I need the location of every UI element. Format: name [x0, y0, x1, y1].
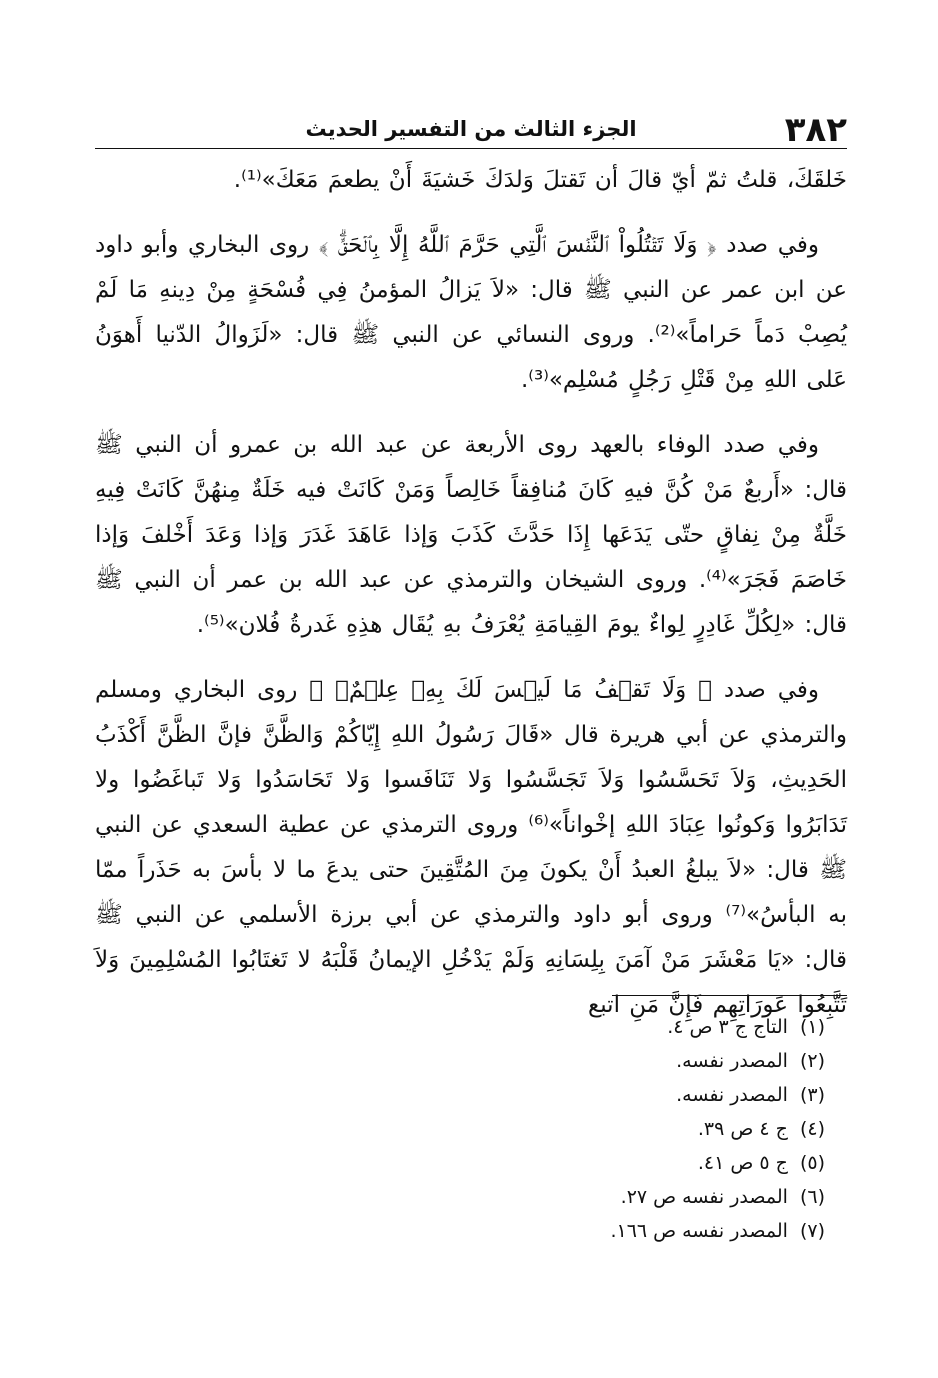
- running-title: الجزء الثالث من التفسير الحديث: [305, 117, 637, 141]
- page-header: [95, 108, 847, 152]
- main-text: [95, 152, 847, 1028]
- footnote-item: [95, 1146, 847, 1180]
- footnote-rule: [612, 995, 847, 996]
- paragraph-gap: [95, 203, 847, 223]
- footnotes-list: [95, 1010, 847, 1248]
- footnote-item: [95, 1214, 847, 1248]
- paragraph-gap: [95, 648, 847, 668]
- paragraph-gap: [95, 403, 847, 423]
- continuation-paragraph: خَلقَكَ، قلتُ ثمّ أيّ قالَ أن تَقتلَ وَلدَكَ خَشيَةَ أَنْ يطعمَ مَعَكَ»⁽¹⁾.: [233, 167, 847, 193]
- paragraph-killing: وفي صدد ﴿ وَلَا تَقۡتُلُواْ ٱلنَّفۡسَ ٱلَّتِي حَرَّمَ ٱللَّهُ إِلَّا بِٱلۡحَقِّۗ ﴾ روى البخاري وأبو داود عن ابن عمر عن النبي ﷺ قال: «لاَ يَزالُ المؤمنُ فِي فُسْحَةٍ مِنْ دِينهِ مَا لَمْ يُصِبْ دَماً حَراماً»⁽²⁾. وروى النسائي عن النبي ﷺ قال: «لَزَوالُ الدّنيا أَهوَنُ عَلى اللهِ مِنْ قَتْلِ رَجُلٍ مُسْلِم»⁽³⁾.: [95, 232, 847, 393]
- page-number: ٣٨٢: [784, 110, 847, 150]
- footnote-item: [95, 1112, 847, 1146]
- footnote-item: [95, 1078, 847, 1112]
- footnote-text: المصدر نفسه.: [676, 1084, 788, 1106]
- footnote-number: (٣): [799, 1084, 825, 1106]
- footnote-number: (٧): [799, 1220, 825, 1242]
- footnote-number: (٤): [799, 1118, 825, 1140]
- paragraph-covenant: وفي صدد الوفاء بالعهد روى الأربعة عن عبد الله بن عمرو أن النبي ﷺ قال: «أَربعٌ مَنْ كُنَّ فيهِ كَانَ مُنافِقاً خَالِصاً وَمَنْ كَانَتْ فيه خَلَةٌ مِنهُنَّ كَانَتْ فِيهِ خَلَّةٌ مِنْ نِفاقٍ حتّى يَدَعَها إِذَا حَدَّثَ كَذَبَ وَإذا عَاهَدَ غَدَرَ وَإذا وَعَدَ أَخْلفَ وَإذا خَاصَمَ فَجَرَ»⁽⁴⁾. وروى الشيخان والترمذي عن عبد الله بن عمر أن النبي ﷺ قال: «لِكُلِّ غَادِرٍ لِواءٌ يومَ القِيامَةِ يُعْرَفُ بهِ يُقَال هذِهِ غَدرةُ فُلان»⁽⁵⁾.: [95, 432, 847, 638]
- footnote-text: المصدر نفسه.: [676, 1050, 788, 1072]
- footnote-text: التاج ج ٣ ص ٤.: [667, 1016, 788, 1038]
- footnote-item: [95, 1010, 847, 1044]
- footnote-text: المصدر نفسه ص ١٦٦.: [610, 1220, 788, 1242]
- footnote-number: (١): [799, 1016, 825, 1038]
- footnote-number: (٥): [799, 1152, 825, 1174]
- footnote-text: المصدر نفسه ص ٢٧.: [620, 1186, 788, 1208]
- paragraph-knowledge: وفي صدد ﴿ وَلَا تَقۡفُ مَا لَيۡسَ لَكَ بِهِۦ عِلۡمٌۚ ﴾ روى البخاري ومسلم والترمذي عن أبي هريرة قال «قَالَ رَسُولُ اللهِ إِيّاكُمْ وَالظَّنَّ فإنَّ الظَّنَّ أَكْذَبُ الحَدِيثِ، وَلاَ تَحَسَّسُوا وَلاَ تَجَسَّسُوا وَلا تَنَافَسوا وَلا تَحَاسَدُوا وَلا تَباغَضُوا ولا تَدَابَرُوا وَكونُوا عِبَادَ اللهِ إخْواناً»⁽⁶⁾ وروى الترمذي عن عطية السعدي عن النبي ﷺ قال: «لاَ يبلغُ العبدُ أَنْ يكونَ مِنَ المُتَّقِينَ حتى يدعَ ما لا بأسَ به حَذَراً ممّا به البأسُ»⁽⁷⁾ وروى أبو داود والترمذي عن أبي برزة الأسلمي عن النبي ﷺ قال: «يَا مَعْشَرَ مَنْ آمَنَ بِلِسَانِهِ وَلَمْ يَدْخُلِ الإيمانُ قَلْبَهُ لا تَغتَابُوا المُسْلِمِينَ وَلاَ تَتَّبِعُوا عَورَاتِهِم فَإِنَّ مَنِ اتبع: [95, 677, 848, 1018]
- footnote-number: (٦): [799, 1186, 825, 1208]
- footnote-item: [95, 1044, 847, 1078]
- header-rule: [95, 148, 847, 149]
- footnote-text: ج ٥ ص ٤١.: [697, 1152, 788, 1174]
- footnote-item: [95, 1180, 847, 1214]
- footnote-text: ج ٤ ص ٣٩.: [697, 1118, 788, 1140]
- footnote-number: (٢): [799, 1050, 825, 1072]
